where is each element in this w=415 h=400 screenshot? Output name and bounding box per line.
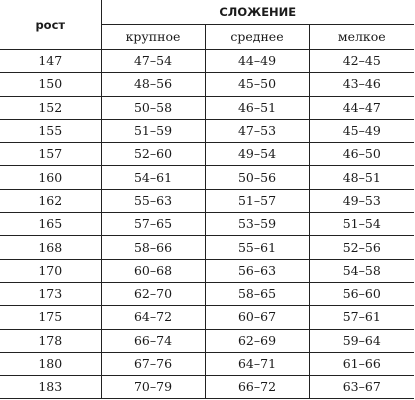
cell-height: 160 [0, 166, 101, 189]
table-row [0, 166, 414, 189]
cell-large: 58–66 [101, 236, 205, 259]
cell-height: 157 [0, 143, 101, 166]
cell-small: 42–45 [309, 50, 414, 73]
cell-small: 45–49 [309, 119, 414, 142]
cell-large: 55–63 [101, 189, 205, 212]
table-row [0, 329, 414, 352]
cell-medium: 58–65 [205, 282, 309, 305]
cell-medium: 56–63 [205, 259, 309, 282]
table-row [0, 282, 414, 305]
table-header [0, 0, 414, 50]
cell-small: 56–60 [309, 282, 414, 305]
table-row [0, 376, 414, 399]
cell-large: 70–79 [101, 376, 205, 399]
cell-small: 51–54 [309, 213, 414, 236]
cell-medium: 53–59 [205, 213, 309, 236]
cell-height: 178 [0, 329, 101, 352]
table-row [0, 119, 414, 142]
cell-large: 48–56 [101, 73, 205, 96]
table-row [0, 143, 414, 166]
cell-small: 48–51 [309, 166, 414, 189]
cell-large: 52–60 [101, 143, 205, 166]
table-row [0, 306, 414, 329]
cell-small: 54–58 [309, 259, 414, 282]
table-row [0, 352, 414, 375]
cell-small: 46–50 [309, 143, 414, 166]
table-body [0, 50, 414, 399]
cell-small: 49–53 [309, 189, 414, 212]
column-header-small: мелкое [309, 25, 414, 50]
cell-height: 180 [0, 352, 101, 375]
cell-medium: 64–71 [205, 352, 309, 375]
table-row [0, 50, 414, 73]
cell-height: 168 [0, 236, 101, 259]
cell-height: 165 [0, 213, 101, 236]
table-row [0, 73, 414, 96]
cell-medium: 66–72 [205, 376, 309, 399]
cell-small: 52–56 [309, 236, 414, 259]
cell-small: 43–46 [309, 73, 414, 96]
cell-medium: 51–57 [205, 189, 309, 212]
cell-medium: 45–50 [205, 73, 309, 96]
column-header-height: рост [0, 0, 101, 50]
cell-large: 60–68 [101, 259, 205, 282]
cell-large: 66–74 [101, 329, 205, 352]
cell-small: 63–67 [309, 376, 414, 399]
cell-height: 183 [0, 376, 101, 399]
cell-height: 173 [0, 282, 101, 305]
table-row [0, 96, 414, 119]
cell-medium: 47–53 [205, 119, 309, 142]
cell-height: 152 [0, 96, 101, 119]
cell-medium: 60–67 [205, 306, 309, 329]
cell-large: 54–61 [101, 166, 205, 189]
column-group-header-build: СЛОЖЕНИЕ [101, 0, 414, 25]
header-row-group [0, 0, 414, 25]
table-row [0, 259, 414, 282]
cell-large: 50–58 [101, 96, 205, 119]
cell-large: 67–76 [101, 352, 205, 375]
cell-small: 57–61 [309, 306, 414, 329]
cell-height: 155 [0, 119, 101, 142]
cell-large: 57–65 [101, 213, 205, 236]
column-header-medium: среднее [205, 25, 309, 50]
cell-medium: 55–61 [205, 236, 309, 259]
table-row [0, 213, 414, 236]
cell-height: 150 [0, 73, 101, 96]
cell-large: 64–72 [101, 306, 205, 329]
cell-small: 61–66 [309, 352, 414, 375]
cell-height: 170 [0, 259, 101, 282]
cell-medium: 44–49 [205, 50, 309, 73]
cell-medium: 50–56 [205, 166, 309, 189]
cell-medium: 46–51 [205, 96, 309, 119]
cell-large: 47–54 [101, 50, 205, 73]
cell-height: 175 [0, 306, 101, 329]
column-header-large: крупное [101, 25, 205, 50]
cell-height: 147 [0, 50, 101, 73]
cell-large: 51–59 [101, 119, 205, 142]
cell-small: 44–47 [309, 96, 414, 119]
cell-height: 162 [0, 189, 101, 212]
cell-small: 59–64 [309, 329, 414, 352]
cell-medium: 62–69 [205, 329, 309, 352]
cell-large: 62–70 [101, 282, 205, 305]
cell-medium: 49–54 [205, 143, 309, 166]
table-row [0, 236, 414, 259]
table-row [0, 189, 414, 212]
